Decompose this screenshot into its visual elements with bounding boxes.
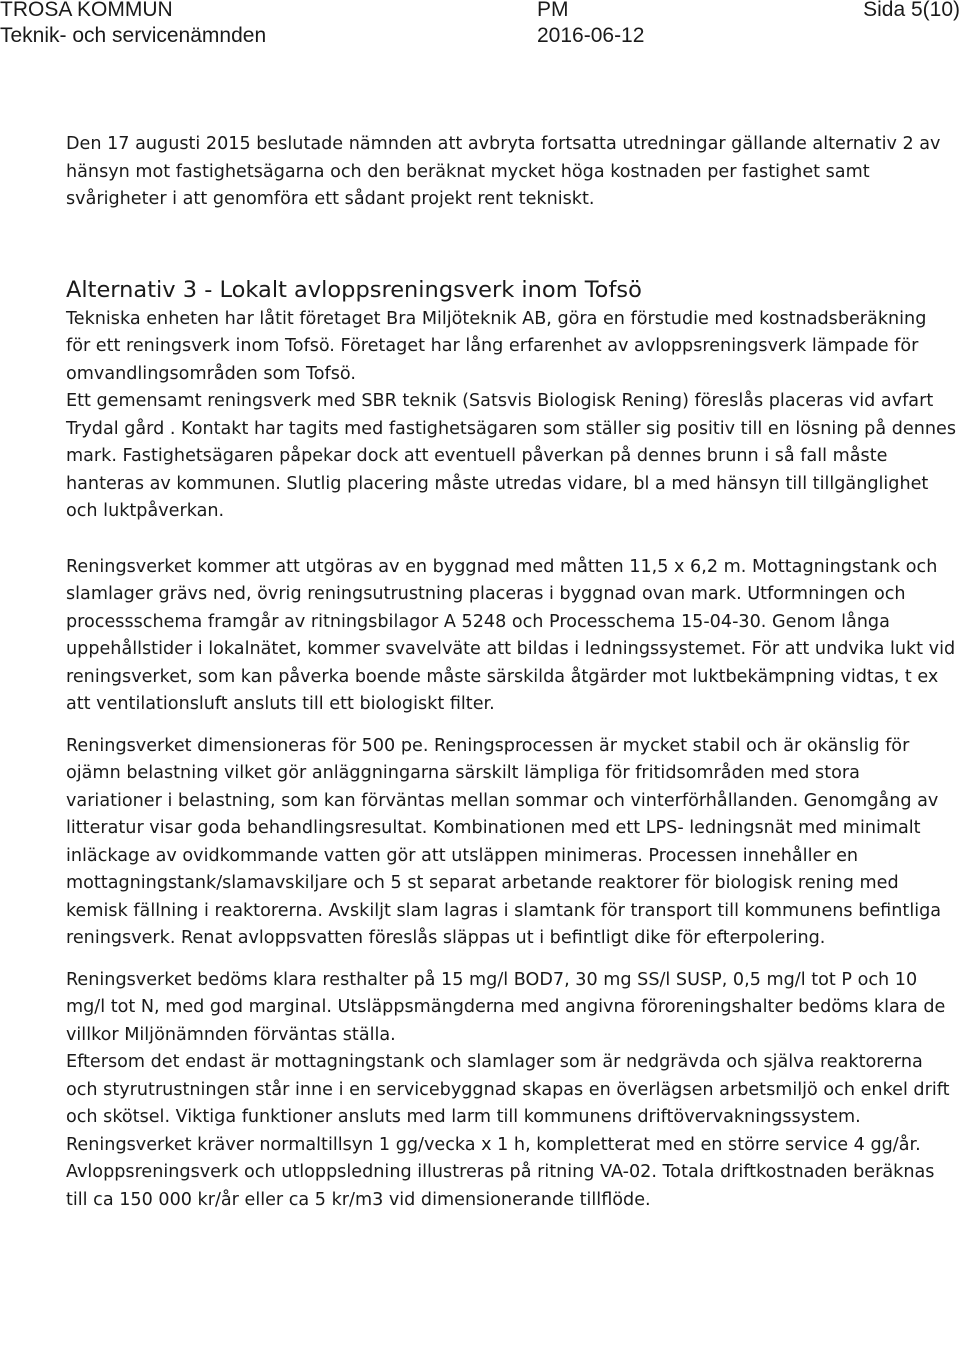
document-date: 2016-06-12	[537, 24, 645, 47]
dimension-paragraph: Reningsverket dimensioneras för 500 pe. Reningsprocessen är mycket stabil och är okänslig för ojämn belastning vilket gör anläggningarna särskilt lämpliga för fritidsområden med stora variationer i belastning, som kan förväntas mellan sommar och vinterförhållanden. Genomgång av litteratur visar goda behandlingsresultat. Kombinationen med ett LPS- ledningsnät med minimalt inläckage av ovidkommande vatten gör att utsläppen minimeras. Processen innehåller en mottagningstank/slamavskiljare och 5 st separat arbetande reaktorer för biologisk rening med kemisk fällning i reaktorerna. Avskiljt slam lagras i slamtank för transport till kommunens befintliga reningsverk. Renat avloppsvatten föreslås släppas ut i befintligt dike för efterpolering.	[66, 735, 942, 948]
department-name: Teknik- och servicenämnden	[0, 24, 267, 47]
section-paragraph-2: Ett gemensamt reningsverk med SBR teknik (Satsvis Biologisk Rening) föreslås placeras vid avfart Trydal gård . Kontakt har tagits med fastighetsägaren som ställer sig positiv till en lösning på dennes mark. Fastighetsägaren påpekar dock att eventuell påverkan på dennes brunn i så fall måste hanteras av kommunen. Slutlig placering måste utredas vidare, bl a med hänsyn till tillgänglighet och luktpåverkan.	[66, 391, 956, 521]
cost-paragraph: Avloppsreningsverk och utloppsledning illustreras på ritning VA-02. Totala driftkostnaden beräknas till ca 150 000 kr/år eller ca 5 kr/m3 vid dimensionerande tillflöde.	[66, 1162, 935, 1210]
building-paragraph: Reningsverket kommer att utgöras av en byggnad med måtten 11,5 x 6,2 m. Mottagningstank och slamlager grävs ned, övrig reningsutrustning placeras i byggnad ovan mark. Utformningen och processschema framgår av ritningsbilagor A 5248 och Processchema 15-04-30. Genom långa uppehållstider i lokalnätet, kommer svavelväte att bildas i ledningssystemet. För att undvika lukt vid reningsverket, som kan påverka boende måste särskilda åtgärder mot luktbekämpning vidtas, t ex att ventilationsluft ansluts till ett biologiskt filter.	[66, 556, 956, 714]
section-heading: Alternativ 3 - Lokalt avloppsreningsverk inom Tofsö	[66, 276, 642, 303]
document-type: PM	[537, 0, 569, 21]
results-paragraph: Reningsverket bedöms klara resthalter på 15 mg/l BOD7, 30 mg SS/l SUSP, 0,5 mg/l tot P och 10 mg/l tot N, med god marginal. Utsläppsmängderna med angivna föroreningshalter bedöms klara de villkor Miljönämnden förväntas ställa.	[66, 969, 946, 1045]
section-paragraph-1: Tekniska enheten har låtit företaget Bra Miljöteknik AB, göra en förstudie med kostnadsberäkning för ett reningsverk inom Tofsö. Företaget har lång erfarenhet av avloppsreningsverk lämpade för omvandlingsområden som Tofsö.	[66, 308, 927, 384]
page-header	[0, 0, 960, 56]
operation-paragraph: Eftersom det endast är mottagningstank och slamlager som är nedgrävda och själva reaktorerna och styrutrustningen står inne i en servicebyggnad skapas en överlägsen arbetsmiljö och enkel drift och skötsel. Viktiga funktioner ansluts med larm till kommunens driftövervakningssystem. Reningsverket kräver normaltillsyn 1 gg/vecka x 1 h, kompletterat med en större service 4 gg/år.	[66, 1052, 950, 1155]
organization-name: TROSA KOMMUN	[0, 0, 173, 21]
document-body	[66, 131, 956, 1214]
intro-paragraph: Den 17 augusti 2015 beslutade nämnden att avbryta fortsatta utredningar gällande alternativ 2 av hänsyn mot fastighetsägarna och den beräknat mycket höga kostnaden per fastighet samt svårigheter i att genomföra ett sådant projekt rent tekniskt.	[66, 134, 941, 209]
page-number: Sida 5(10)	[863, 0, 960, 21]
